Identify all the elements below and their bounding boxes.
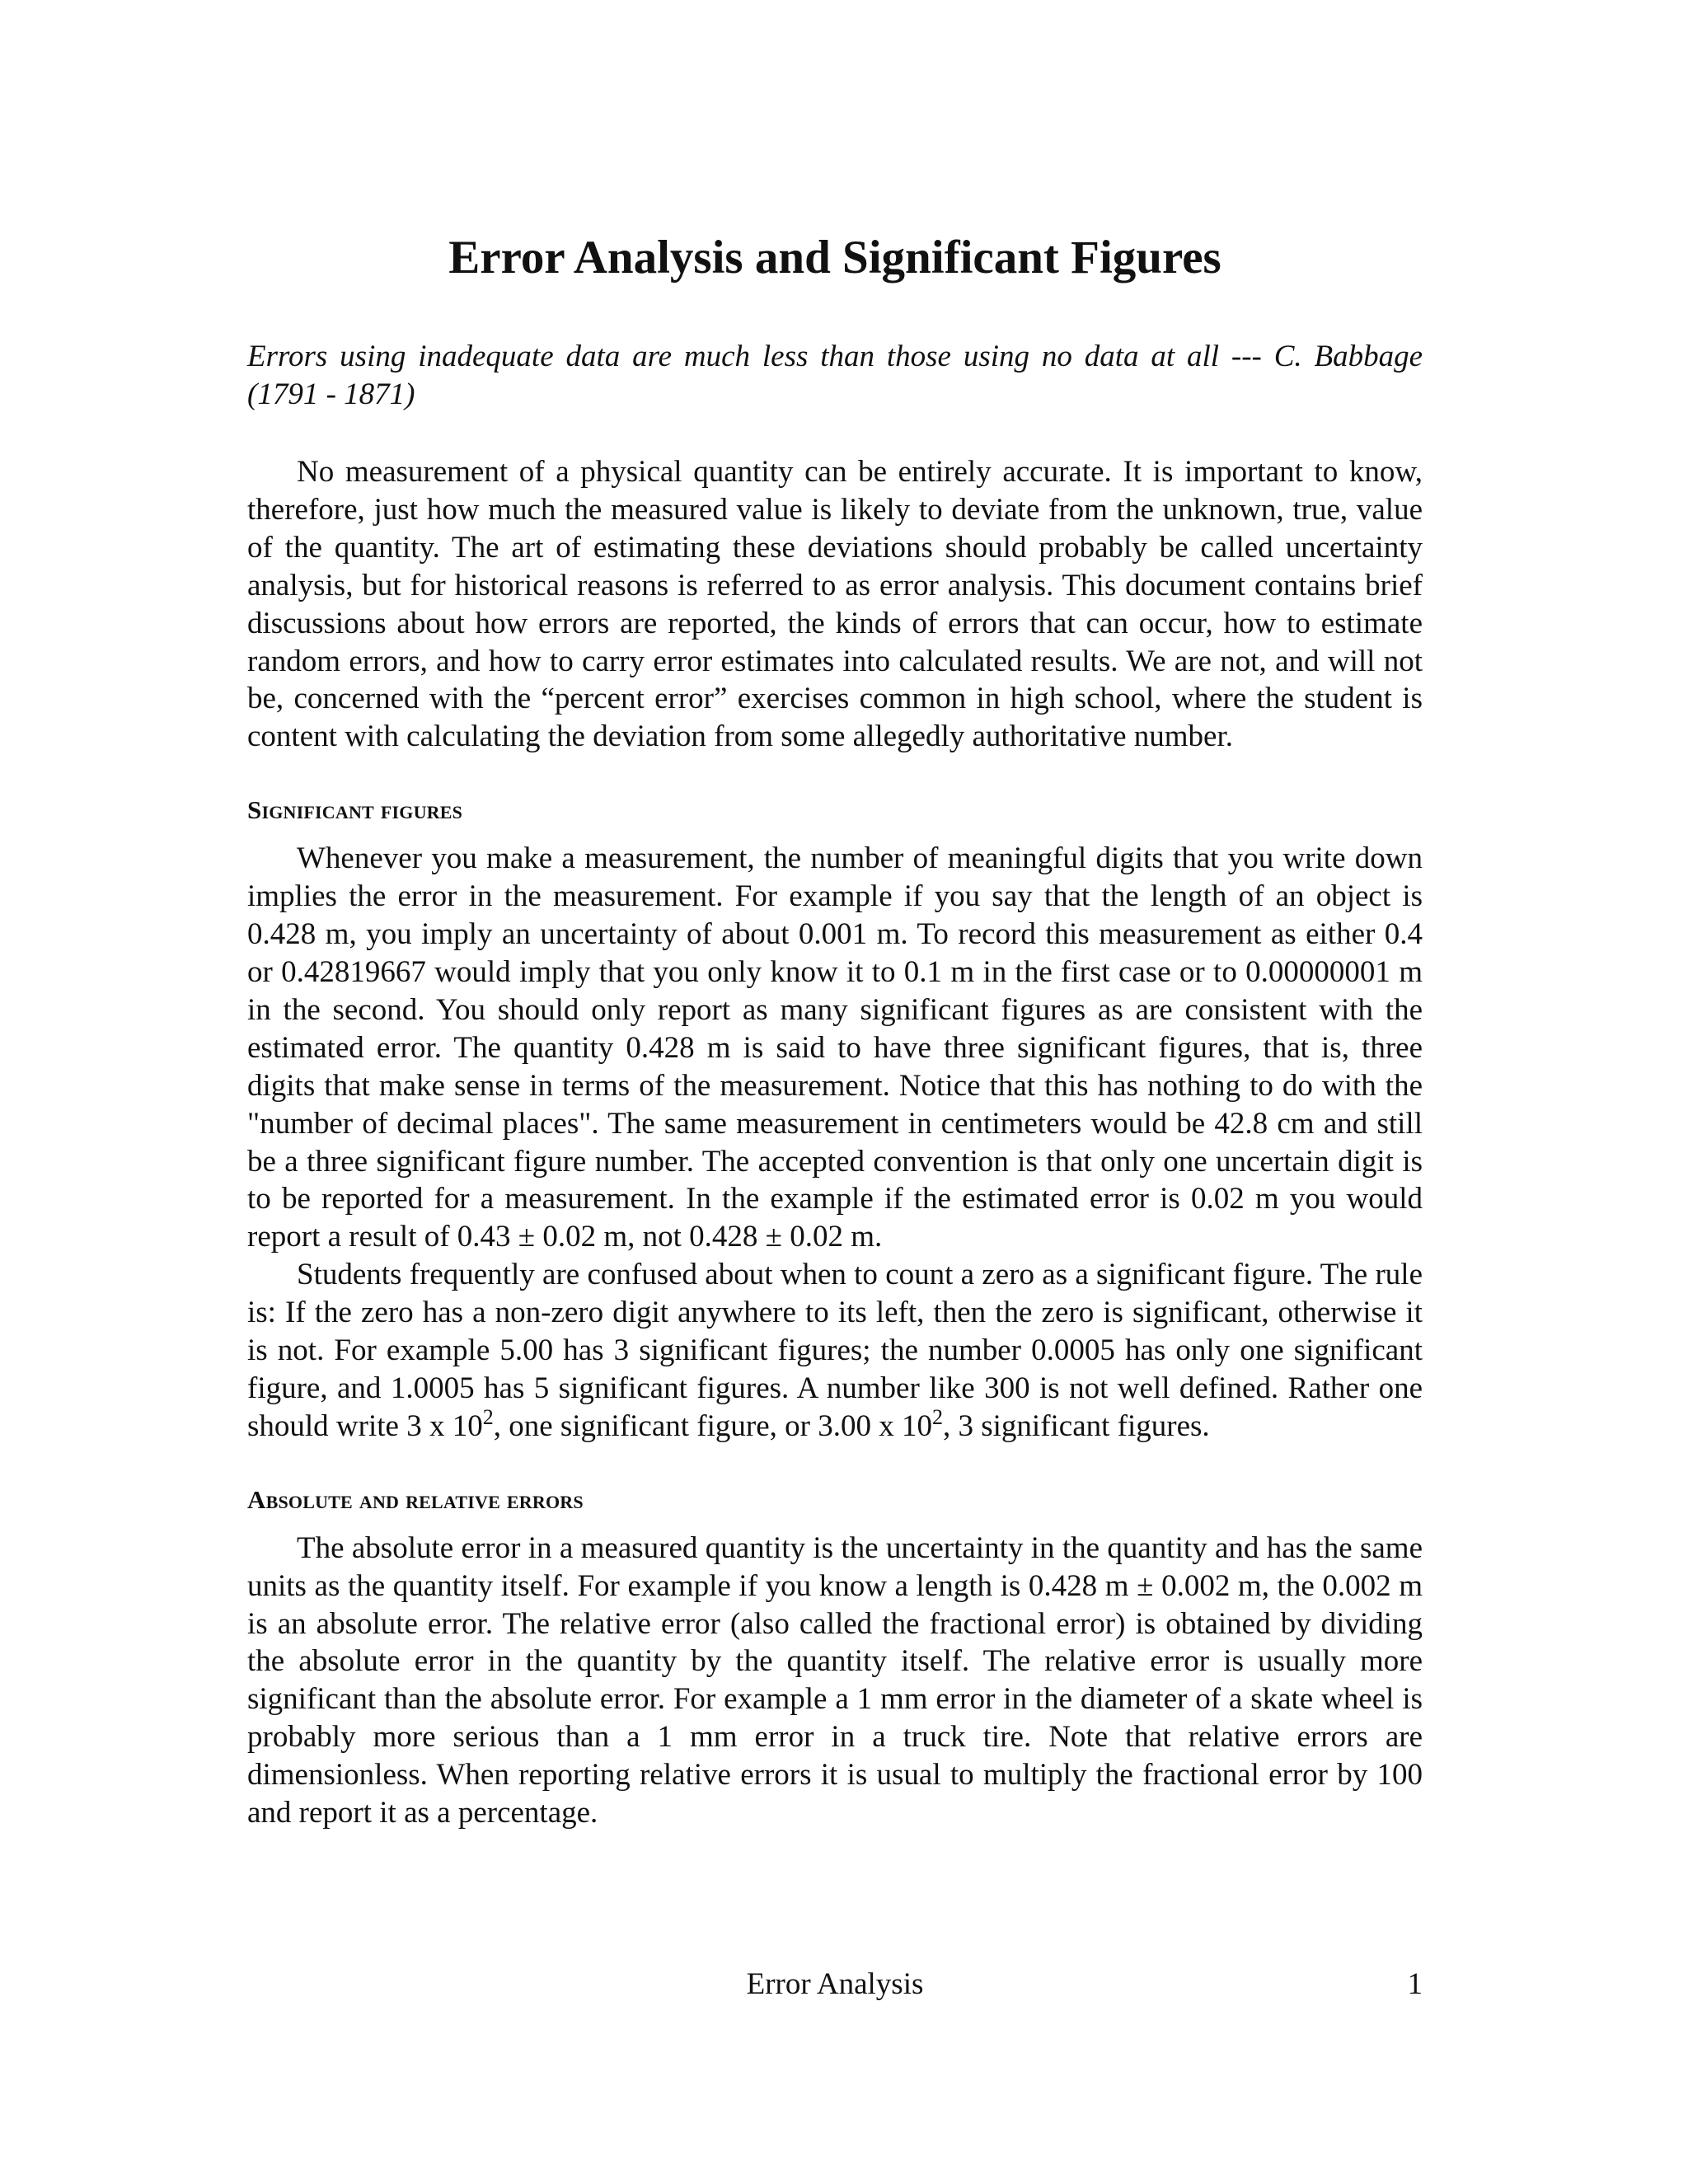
significant-figures-paragraph-2 xyxy=(247,1256,1423,1446)
footer-label: Error Analysis xyxy=(746,1967,924,2001)
section-heading-absolute-relative-errors: Absolute and relative errors xyxy=(247,1484,584,1514)
exponent: 2 xyxy=(931,1404,943,1429)
document-body xyxy=(247,453,1423,1832)
page-title: Error Analysis and Significant Figures xyxy=(448,232,1221,284)
paragraph-text: Students frequently are confused about when to count a zero as a significant figure. The rule is: If the zero has a non-zero digit anywhere to its left, then the zero is significant, otherwise it is not. For example 5.00 has 3 significant figures; the number 0.0005 has only one significant figure, and 1.0005 has 5 significant figures. A number like 300 is not well defined. Rather one should write 3 x 10 xyxy=(247,1258,1423,1443)
significant-figures-paragraph-1: Whenever you make a measurement, the number of meaningful digits that you write down implies the error in the measurement. For example if you say that the length of an object is 0.428 m, you imply an uncertainty of about 0.001 m. To record this measurement as either 0.4 or 0.42819667 would imply that you only know it to 0.1 m in the first case or to 0.00000001 m in the second. You should only report as many significant figures as are consistent with the estimated error. The quantity 0.428 m is said to have three significant figures, that is, three digits that make sense in terms of the measurement. Notice that this has nothing to do with the "number of decimal places". The same measurement in centimeters would be 42.8 cm and still be a three significant figure number. The accepted convention is that only one uncertain digit is to be reported for a measurement. In the example if the estimated error is 0.02 m you would report a result of 0.43 ± 0.02 m, not 0.428 ± 0.02 m. xyxy=(247,841,1423,1254)
page-number: 1 xyxy=(1407,1967,1423,2001)
intro-paragraph: No measurement of a physical quantity can be entirely accurate. It is important to know, therefore, just how much the measured value is likely to deviate from the unknown, true, value of the quantity. The art of estimating these deviations should probably be called uncertainty analysis, but for historical reasons is referred to as error analysis. This document contains brief discussions about how errors are reported, the kinds of errors that can occur, how to estimate random errors, and how to carry error estimates into calculated results. We are not, and will not be, concerned with the “percent error” exercises common in high school, where the student is content with calculating the deviation from some allegedly authoritative number. xyxy=(247,455,1423,754)
exponent: 2 xyxy=(482,1404,494,1429)
epigraph-quote: Errors using inadequate data are much less than those using no data at all --- C. Babbage (1791 - 1871) xyxy=(247,340,1423,411)
paragraph-text: , 3 significant figures. xyxy=(942,1408,1210,1443)
document-page xyxy=(247,0,1423,2184)
section-heading-significant-figures: Significant figures xyxy=(247,795,463,825)
paragraph-text: , one significant figure, or 3.00 x 10 xyxy=(493,1408,932,1443)
absolute-relative-errors-paragraph: The absolute error in a measured quantity is the uncertainty in the quantity and has the same units as the quantity itself. For example if you know a length is 0.428 m ± 0.002 m, the 0.002 m is an absolute error. The relative error (also called the fractional error) is obtained by dividing the absolute error in the quantity by the quantity itself. The relative error is usually more significant than the absolute error. For example a 1 mm error in the diameter of a skate wheel is probably more serious than a 1 mm error in a truck tire. Note that relative errors are dimensionless. When reporting relative errors it is usual to multiply the fractional error by 100 and report it as a percentage. xyxy=(247,1530,1423,1830)
